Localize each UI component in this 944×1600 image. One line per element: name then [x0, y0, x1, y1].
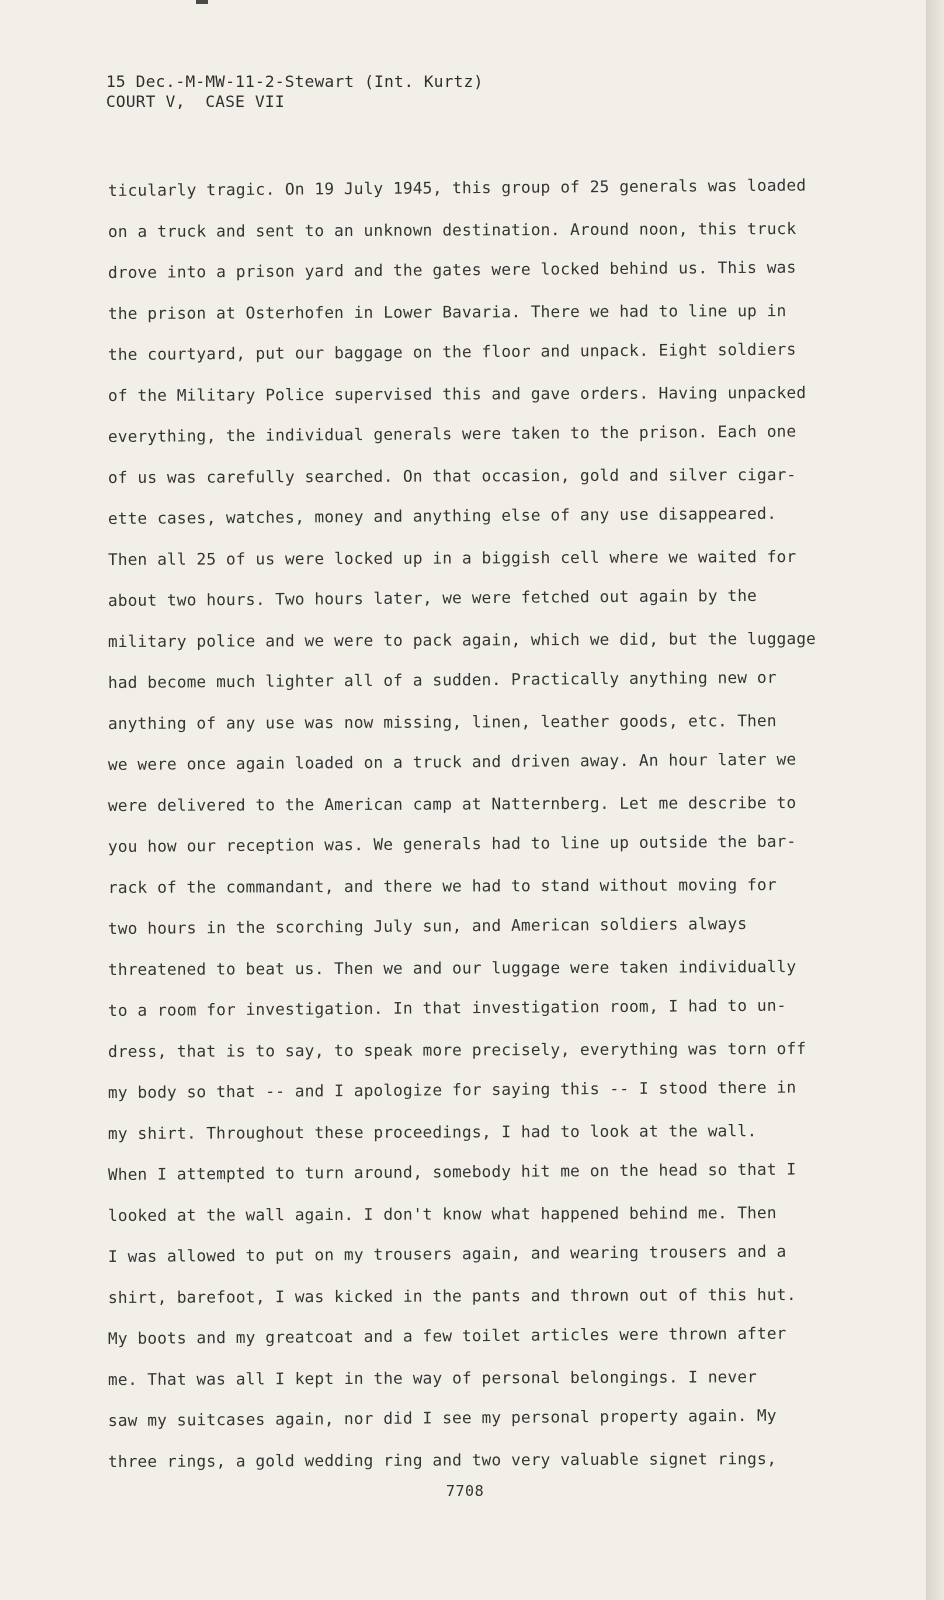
text-line: looked at the wall again. I don't know what happened behind me. Then — [107, 1203, 777, 1225]
text-line: ticularly tragic. On 19 July 1945, this group of 25 generals was loaded — [107, 175, 807, 200]
text-line: I was allowed to put on my trousers again, and wearing trousers and a — [107, 1241, 787, 1266]
header-line-1: 15 Dec.-M-MW-11-2-Stewart (Int. Kurtz) — [106, 72, 484, 91]
header-line-2: COURT V, CASE VII — [106, 92, 285, 111]
text-line: saw my suitcases again, nor did I see my personal property again. My — [107, 1405, 777, 1430]
text-line: two hours in the scorching July sun, and American soldiers always — [107, 913, 748, 938]
text-line: my body so that -- and I apologize for saying this -- I stood there in — [107, 1077, 797, 1102]
text-line: had become much lighter all of a sudden. Practically anything new or — [107, 667, 777, 692]
text-line: threatened to beat us. Then we and our luggage were taken individually — [107, 956, 797, 979]
page-number: 7708 — [446, 1482, 485, 1500]
text-line: on a truck and sent to an unknown destination. Around noon, this truck — [107, 218, 797, 241]
text-line: military police and we were to pack again, which we did, but the luggage — [107, 628, 817, 651]
text-line: were delivered to the American camp at Natternberg. Let me describe to — [107, 792, 797, 815]
text-line: My boots and my greatcoat and a few toilet articles were thrown after — [107, 1323, 787, 1348]
text-line: anything of any use was now missing, linen, leather goods, etc. Then — [107, 711, 777, 733]
text-line: the prison at Osterhofen in Lower Bavaria. There we had to line up in — [107, 301, 787, 323]
text-line: shirt, barefoot, I was kicked in the pants and thrown out of this hut. — [107, 1284, 797, 1307]
text-line: When I attempted to turn around, somebody hit me on the head so that I — [107, 1159, 797, 1184]
text-line: drove into a prison yard and the gates were locked behind us. This was — [107, 257, 797, 282]
text-line: ette cases, watches, money and anything else of any use disappeared. — [107, 503, 777, 528]
text-line: Then all 25 of us were locked up in a biggish cell where we waited for — [107, 546, 797, 569]
text-line: we were once again loaded on a truck and driven away. An hour later we — [107, 749, 797, 774]
text-line: of us was carefully searched. On that occasion, gold and silver cigar- — [107, 464, 797, 487]
text-line: rack of the commandant, and there we had to stand without moving for — [107, 875, 777, 897]
text-line: of the Military Police supervised this and gave orders. Having unpacked — [107, 382, 807, 405]
text-line: to a room for investigation. In that investigation room, I had to un- — [107, 995, 787, 1020]
staple-mark — [196, 0, 208, 4]
page-edge — [926, 0, 944, 1600]
text-line: you how our reception was. We generals had to line up outside the bar- — [107, 831, 797, 856]
text-line: me. That was all I kept in the way of personal belongings. I never — [107, 1367, 758, 1389]
text-line: three rings, a gold wedding ring and two very valuable signet rings, — [107, 1449, 777, 1471]
transcript-body — [108, 170, 838, 1482]
text-line: about two hours. Two hours later, we were fetched out again by the — [107, 585, 758, 610]
text-line: dress, that is to say, to speak more precisely, everything was torn off — [107, 1038, 807, 1061]
text-line: the courtyard, put our baggage on the floor and unpack. Eight soldiers — [107, 339, 797, 364]
text-line: everything, the individual generals were taken to the prison. Each one — [107, 421, 797, 446]
text-line: my shirt. Throughout these proceedings, I had to look at the wall. — [107, 1121, 758, 1143]
document-header — [106, 72, 483, 112]
